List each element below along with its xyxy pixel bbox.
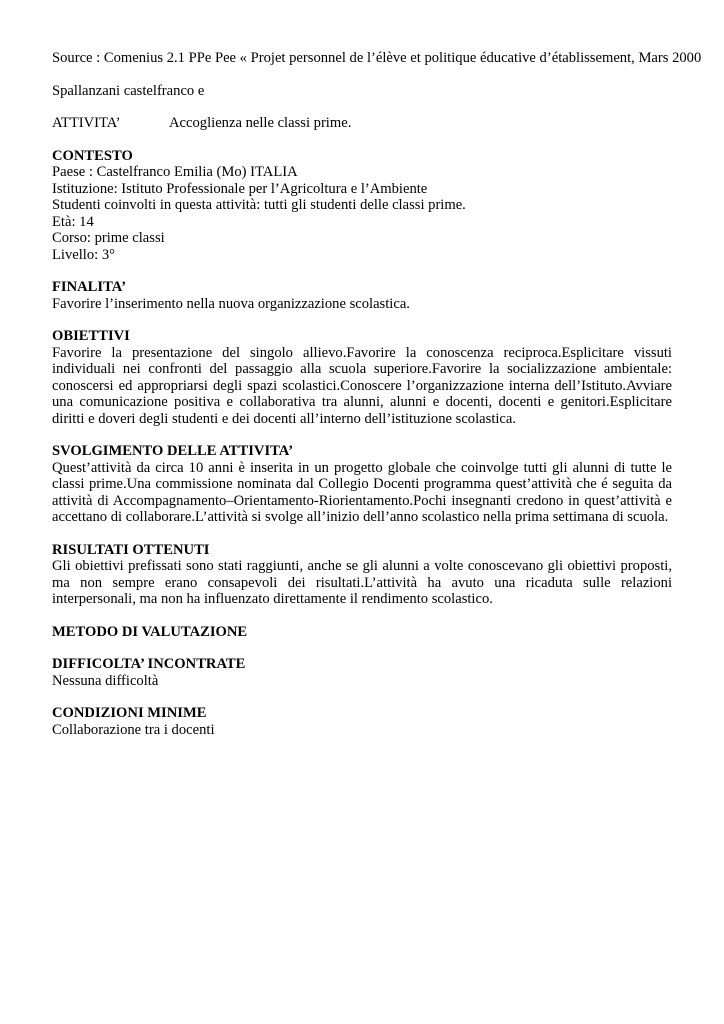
- source-line: Source : Comenius 2.1 PPe Pee « Projet personnel de l’élève et politique éducative d’établissement, Mars 2000: [52, 50, 702, 66]
- condizioni-heading: CONDIZIONI MINIME: [52, 705, 207, 721]
- svolgimento-text: Quest’attività da circa 10 anni è inserita in un progetto globale che coinvolge tutti gli alunni di tutte le classi prime.Una commissione nominata dal Collegio Docenti programma quest’attività che é seguita da attività di Accompagnamento–Orientamento-Riorientamento.Pochi insegnanti credono in quest’attività e accettano di collaborare.L’attività si svolge all’inizio dell’anno scolastico nella prima settimana di scuola.: [52, 459, 672, 525]
- difficolta-heading: DIFFICOLTA’ INCONTRATE: [52, 656, 246, 672]
- difficolta-text: Nessuna difficoltà: [52, 672, 159, 689]
- contesto-country: Paese : Castelfranco Emilia (Mo) ITALIA: [52, 164, 298, 180]
- document-page: [52, 50, 702, 738]
- section-difficolta: [52, 656, 672, 689]
- contesto-heading: CONTESTO: [52, 147, 133, 164]
- condizioni-text: Collaborazione tra i docenti: [52, 721, 215, 738]
- finalita-text: Favorire l’inserimento nella nuova organizzazione scolastica.: [52, 295, 410, 312]
- activity-row: [52, 115, 672, 132]
- contesto-students: Studenti coinvolti in questa attività: tutti gli studenti delle classi prime.: [52, 197, 466, 213]
- section-finalita: [52, 279, 672, 312]
- section-metodo: [52, 624, 672, 641]
- section-svolgimento: [52, 443, 672, 526]
- metodo-heading: METODO DI VALUTAZIONE: [52, 623, 248, 640]
- activity-value: Accoglienza nelle classi prime.: [169, 115, 352, 131]
- finalita-heading: FINALITA’: [52, 279, 127, 295]
- risultati-text: Gli obiettivi prefissati sono stati raggiunti, anche se gli alunni a volte conoscevano gli obiettivi proposti, ma non sempre erano consapevoli dei risultati.L’attività ha avuto una ricaduta sulle relazioni interpersonali, ma non ha influenzato direttamente il rendimento scolastico.: [52, 558, 672, 607]
- section-contesto: [52, 148, 672, 264]
- section-obiettivi: [52, 328, 672, 427]
- obiettivi-text: Favorire la presentazione del singolo allievo.Favorire la conoscenza reciproca.Esplicitare vissuti individuali nei confronti del passaggio alla scuola superiore.Favorire la socializzazione ambientale: conoscersi ed appropriarsi degli spazi scolastici.Conoscere l’organizzazione interna dell’Istituto.Avviare una comunicazione positiva e collaborativa tra alunni, alunni e docenti, docenti e genitori.Esplicitare diritti e doveri degli studenti e dei docenti all’interno dell’istituzione scolastica.: [52, 344, 672, 427]
- activity-label: ATTIVITA’: [52, 115, 121, 131]
- contesto-course: Corso: prime classi: [52, 230, 165, 246]
- section-condizioni: [52, 705, 672, 738]
- section-risultati: [52, 542, 672, 608]
- contesto-institution: Istituzione: Istituto Professionale per l’Agricoltura e l’Ambiente: [52, 180, 428, 197]
- svolgimento-heading: SVOLGIMENTO DELLE ATTIVITA’: [52, 443, 294, 459]
- contesto-age: Età: 14: [52, 213, 94, 230]
- school-line: Spallanzani castelfranco e: [52, 82, 205, 99]
- obiettivi-heading: OBIETTIVI: [52, 328, 130, 344]
- risultati-heading: RISULTATI OTTENUTI: [52, 541, 210, 558]
- contesto-level: Livello: 3°: [52, 246, 115, 263]
